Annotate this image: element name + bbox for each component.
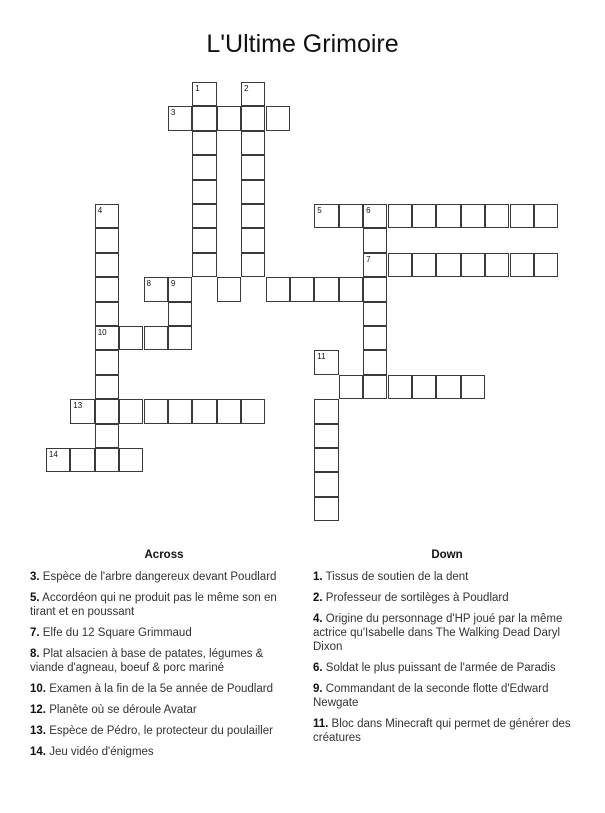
clue-label-number: 11. — [313, 718, 329, 730]
grid-cell[interactable] — [95, 204, 119, 228]
across-clues — [30, 549, 298, 766]
grid-cell[interactable] — [534, 204, 558, 228]
clue-number: 10 — [97, 328, 107, 337]
grid-cell[interactable] — [192, 155, 216, 179]
clue-label-number: 3. — [30, 571, 40, 583]
clue-label-number: 7. — [30, 627, 40, 639]
grid-cell[interactable] — [314, 424, 338, 448]
clue-text: Elfe du 12 Square Grimmaud — [39, 627, 192, 639]
grid-cell[interactable] — [95, 228, 119, 252]
down-clue — [313, 661, 581, 675]
grid-cell[interactable] — [363, 277, 387, 301]
clue-text: Bloc dans Minecraft qui permet de générer des créatures — [313, 718, 571, 744]
grid-cell[interactable] — [314, 448, 338, 472]
clue-text: Espèce de l'arbre dangereux devant Poudlard — [39, 571, 277, 583]
down-clues — [313, 549, 581, 752]
clue-number: 14 — [48, 450, 58, 459]
grid-cell[interactable] — [168, 399, 192, 423]
grid-cell[interactable] — [461, 253, 485, 277]
grid-cell[interactable] — [95, 399, 119, 423]
grid-cell[interactable] — [290, 277, 314, 301]
grid-cell[interactable] — [534, 253, 558, 277]
down-clue — [313, 591, 581, 605]
grid-cell[interactable] — [192, 228, 216, 252]
down-heading: Down — [431, 549, 463, 561]
grid-cell[interactable] — [363, 228, 387, 252]
grid-cell[interactable] — [95, 326, 119, 350]
clue-number: 6 — [366, 206, 371, 215]
clue-text: Examen à la fin de la 5e année de Poudlard — [46, 683, 273, 695]
grid-cell[interactable] — [95, 350, 119, 374]
grid-cell[interactable] — [95, 424, 119, 448]
grid-cell[interactable] — [436, 375, 460, 399]
grid-cell[interactable] — [168, 106, 192, 130]
grid-cell[interactable] — [144, 326, 168, 350]
clue-text: Origine du personnage d'HP joué par la même actrice qu'Isabelle dans The Walking Dead Daryl Dixon — [313, 613, 563, 653]
clue-text: Commandant de la seconde flotte d'Edward Newgate — [313, 683, 549, 709]
grid-cell[interactable] — [144, 399, 168, 423]
clue-text: Accordéon qui ne produit pas le même son en tirant et en poussant — [30, 592, 277, 618]
clue-number: 5 — [317, 206, 322, 215]
grid-cell[interactable] — [217, 399, 241, 423]
grid-cell[interactable] — [144, 277, 168, 301]
clue-text: Soldat le plus puissant de l'armée de Paradis — [322, 662, 556, 674]
grid-cell[interactable] — [436, 204, 460, 228]
grid-cell[interactable] — [363, 326, 387, 350]
down-clue — [313, 717, 581, 745]
grid-cell[interactable] — [241, 180, 265, 204]
grid-cell[interactable] — [95, 302, 119, 326]
grid-cell[interactable] — [241, 204, 265, 228]
grid-cell[interactable] — [461, 375, 485, 399]
clue-label-number: 13. — [30, 725, 46, 737]
clue-text: Professeur de sortilèges à Poudlard — [322, 592, 509, 604]
grid-cell[interactable] — [46, 448, 70, 472]
grid-cell[interactable] — [266, 277, 290, 301]
grid-cell[interactable] — [339, 375, 363, 399]
grid-cell[interactable] — [314, 399, 338, 423]
grid-cell[interactable] — [461, 204, 485, 228]
clue-number: 11 — [317, 352, 326, 362]
grid-cell[interactable] — [241, 253, 265, 277]
clue-number: 4 — [97, 206, 103, 215]
grid-cell[interactable] — [314, 497, 338, 521]
clue-label-number: 6. — [313, 662, 323, 674]
across-clue — [30, 591, 298, 619]
clue-number: 8 — [146, 279, 151, 289]
grid-cell[interactable] — [192, 106, 216, 130]
clue-label-number: 12. — [30, 704, 46, 716]
grid-cell[interactable] — [241, 399, 265, 423]
clue-label-number: 10. — [30, 683, 46, 695]
grid-cell[interactable] — [388, 375, 412, 399]
across-clue — [30, 682, 298, 696]
clue-number: 1 — [195, 84, 200, 93]
grid-cell[interactable] — [485, 253, 509, 277]
grid-cell[interactable] — [192, 180, 216, 204]
grid-cell[interactable] — [70, 399, 94, 423]
across-clue-list — [30, 570, 298, 759]
grid-cell[interactable] — [510, 253, 534, 277]
grid-cell[interactable] — [339, 204, 363, 228]
grid-cell[interactable] — [363, 302, 387, 326]
clue-label-number: 8. — [30, 648, 40, 660]
grid-cell[interactable] — [95, 375, 119, 399]
grid-cell[interactable] — [388, 253, 412, 277]
grid-cell[interactable] — [412, 204, 436, 228]
across-heading: Across — [144, 549, 184, 561]
grid-cell[interactable] — [241, 82, 265, 106]
across-clue — [30, 724, 298, 738]
puzzle-title: L'Ultime Grimoire — [206, 30, 399, 58]
grid-cell[interactable] — [339, 277, 363, 301]
grid-cell[interactable] — [510, 204, 534, 228]
grid-cell[interactable] — [217, 106, 241, 130]
clue-label-number: 14. — [30, 746, 46, 758]
grid-cell[interactable] — [314, 204, 338, 228]
grid-cell[interactable] — [314, 350, 338, 374]
grid-cell[interactable] — [436, 253, 460, 277]
clue-label-number: 5. — [30, 592, 40, 604]
grid-cell[interactable] — [192, 399, 216, 423]
clue-number: 9 — [170, 279, 176, 289]
across-clue — [30, 626, 298, 640]
grid-cell[interactable] — [119, 326, 143, 350]
clue-number: 7 — [366, 254, 371, 264]
grid-cell[interactable] — [363, 375, 387, 399]
grid-cell[interactable] — [168, 302, 192, 326]
grid-cell[interactable] — [95, 448, 119, 472]
grid-cell[interactable] — [314, 472, 338, 496]
clue-number: 3 — [170, 108, 176, 118]
grid-cell[interactable] — [119, 399, 143, 423]
across-clue — [30, 703, 298, 717]
grid-cell[interactable] — [363, 204, 387, 228]
grid-cell[interactable] — [241, 155, 265, 179]
grid-cell[interactable] — [266, 106, 290, 130]
down-clue — [313, 682, 581, 710]
grid-cell[interactable] — [192, 131, 216, 155]
across-clue — [30, 745, 298, 759]
grid-cell[interactable] — [363, 350, 387, 374]
grid-cell[interactable] — [168, 277, 192, 301]
grid-cell[interactable] — [314, 277, 338, 301]
grid-cell[interactable] — [192, 253, 216, 277]
grid-cell[interactable] — [217, 277, 241, 301]
grid-cell[interactable] — [95, 277, 119, 301]
clue-number: 2 — [244, 84, 249, 93]
grid-cell[interactable] — [412, 375, 436, 399]
grid-cell[interactable] — [192, 204, 216, 228]
clue-text: Planète où se déroule Avatar — [46, 704, 197, 716]
grid-cell[interactable] — [241, 228, 265, 252]
grid-cell[interactable] — [95, 253, 119, 277]
down-clue-list — [313, 570, 581, 745]
clue-label-number: 1. — [313, 571, 323, 583]
clue-text: Plat alsacien à base de patates, légumes & viande d'agneau, boeuf & porc mariné — [30, 648, 264, 674]
grid-cell[interactable] — [70, 448, 94, 472]
clue-label-number: 2. — [313, 592, 323, 604]
grid-cell[interactable] — [241, 131, 265, 155]
clue-label-number: 4. — [313, 613, 323, 625]
across-clue — [30, 647, 298, 675]
down-clue — [313, 570, 581, 584]
down-clue — [313, 612, 581, 654]
grid-cell[interactable] — [412, 253, 436, 277]
clue-text: Espèce de Pédro, le protecteur du poulailler — [46, 725, 273, 737]
grid-cell[interactable] — [192, 82, 216, 106]
grid-cell[interactable] — [388, 204, 412, 228]
grid-cell[interactable] — [241, 106, 265, 130]
clue-text: Tissus de soutien de la dent — [322, 571, 469, 583]
clue-number: 13 — [73, 401, 83, 411]
clue-text: Jeu vidéo d'énigmes — [46, 746, 154, 758]
grid-cell[interactable] — [168, 326, 192, 350]
grid-cell[interactable] — [485, 204, 509, 228]
grid-cell[interactable] — [363, 253, 387, 277]
clue-label-number: 9. — [313, 683, 323, 695]
grid-cell[interactable] — [119, 448, 143, 472]
across-clue — [30, 570, 298, 584]
